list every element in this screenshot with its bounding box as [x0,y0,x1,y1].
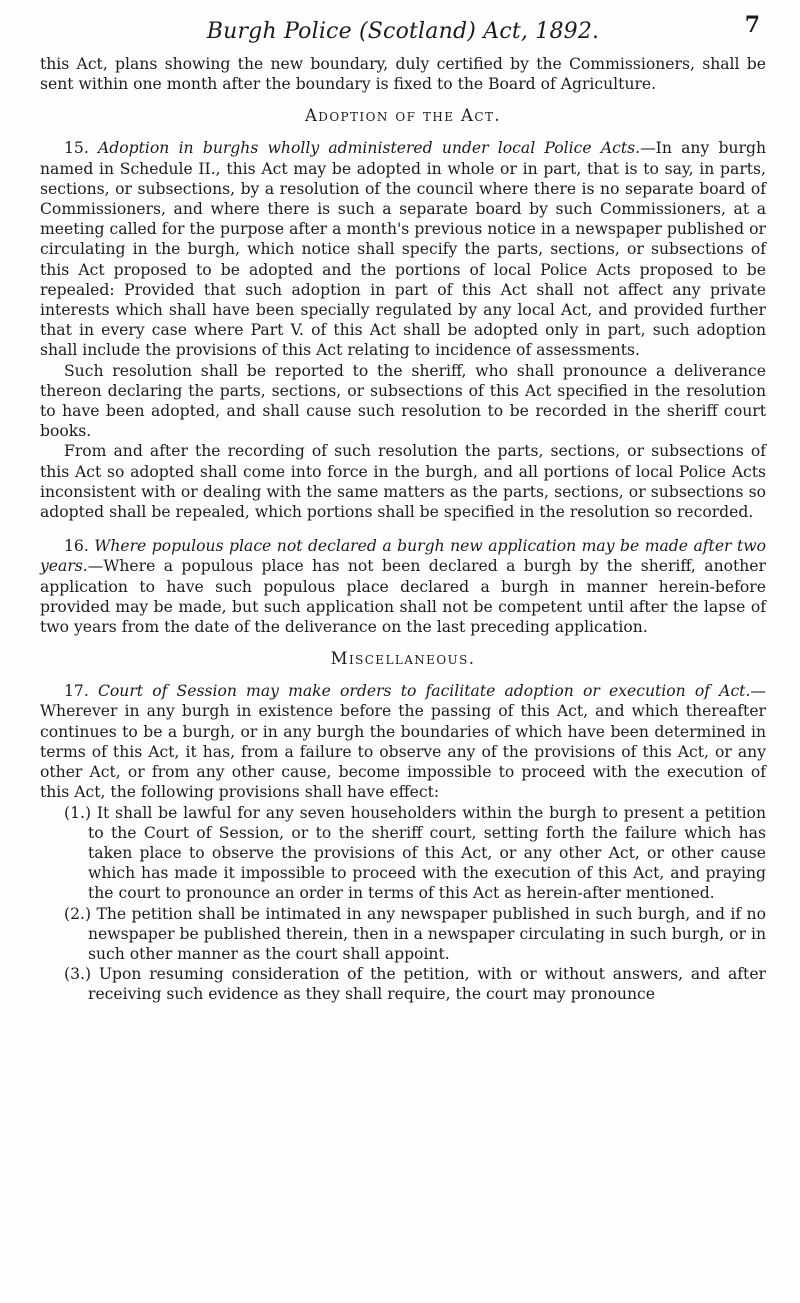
section-15-paragraph-3: From and after the recording of such resolution the parts, sections, or subsections of this Act so adopted shall come into force in the burgh, and all portions of local Police Acts inconsistent with or dealing with the same matters as the parts, sections, or subsections so adopted shall be repealed, which portions shall be specified in the resolution so recorded. [40,442,766,522]
section-16-number: 16. [64,537,89,556]
section-17-subsection-1: (1.) It shall be lawful for any seven householders within the burgh to present a petition to the Court of Session, or to the sheriff court, setting forth the failure which has taken place to observe the provisions of this Act, or any other Act, or other cause which has made it impossible to proceed with the execution of this Act, and praying the court to pronounce an order in terms of this Act as herein-after mentioned. [64,803,766,903]
section-17-subsection-3: (3.) Upon resuming consideration of the petition, with or without answers, and after receiving such evidence as they shall require, the court may pronounce [64,965,766,1004]
page-number: 7 [744,12,760,38]
section-16-text: —Where a populous place has not been declared a burgh by the sheriff, another application to have such populous place declared a burgh in manner herein-before provided may be made, but such application shall not be competent until after the lapse of two years from the date of the deliverance on the last preceding application. [40,557,766,637]
heading-adoption-of-the-act: Adoption of the Act. [304,106,501,126]
section-17 [40,681,766,802]
section-16 [40,536,766,637]
section-15-paragraph-2: Such resolution shall be reported to the sheriff, who shall pronounce a deliverance thereon declaring the parts, sections, or subsections of this Act specified in the resolution to have been adopted, and shall cause such resolution to be recorded in the sheriff court books. [40,361,766,441]
section-15-title: Adoption in burghs wholly administered under local Police Acts. [98,139,641,158]
section-15-text: —In any burgh named in Schedule II., this Act may be adopted in whole or in part, that is to say, in parts, sections, or subsections, by a resolution of the council where there is no separate board of Commissioners, and where there is such a separate board by such Commissioners, at a meeting called for the purpose after a month's previous notice in a newspaper published or circulating in the burgh, which notice shall specify the parts, sections, or subsections of this Act proposed to be adopted and the portions of local Police Acts proposed to be repealed: Provided that such adoption in part of this Act shall not affect any private interests which shall have been specially regulated by any local Act, and provided further that in every case where Part V. of this Act shall be adopted only in part, such adoption shall include the provisions of this Act relating to incidence of assessments. [40,139,766,360]
section-17-number: 17. [64,682,89,701]
section-15 [40,138,766,360]
intro-paragraph: this Act, plans showing the new boundary, duly certified by the Commissioners, shall be sent within one month after the boundary is fixed to the Board of Agriculture. [40,55,766,94]
section-17-title: Court of Session may make orders to facilitate adoption or execution of Act. [97,682,751,701]
section-15-number: 15. [64,139,89,158]
heading-miscellaneous: Miscellaneous. [330,649,476,669]
section-17-text: —Wherever in any burgh in existence before the passing of this Act, and which thereafter continues to be a burgh, or in any burgh the boundaries of which have been determined in terms of this Act, it has, from a failure to observe any of the provisions of this Act, or any other Act, or from any other cause, become impossible to proceed with the execution of this Act, the following provisions shall have effect: [40,682,766,802]
section-17-subsection-2: (2.) The petition shall be intimated in any newspaper published in such burgh, and if no newspaper be published therein, then in a newspaper circulating in such burgh, or in such other manner as the court shall appoint. [64,904,766,963]
section-16-title: Where populous place not declared a burgh new application may be made after two years. [40,537,766,576]
spacer [40,522,766,536]
running-title: Burgh Police (Scotland) Act, 1892. [206,19,600,44]
running-header [40,10,766,54]
